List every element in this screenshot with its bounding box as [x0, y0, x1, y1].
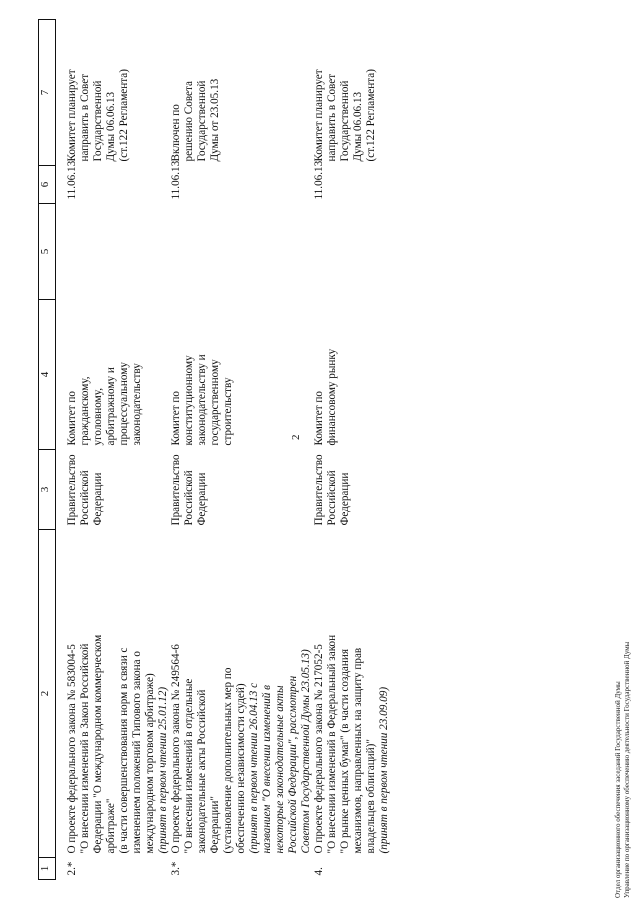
committee-line: законодательству: [131, 363, 143, 446]
status-line: Государственной: [196, 80, 208, 162]
author-line: Федерации: [339, 472, 351, 526]
status-note: [170, 20, 313, 166]
committee-line: строительству: [222, 377, 234, 446]
author-line: Правительство: [313, 454, 325, 526]
committee-line: Комитет по: [170, 391, 182, 446]
bill-title-line: Федерации "О международном коммерческом: [92, 634, 104, 854]
bill-author: [66, 450, 170, 530]
bill-note-line: (принят в первом чтении 25.01.12): [157, 686, 169, 854]
bill-note-line: (принят в первом чтении 26.04.13 с: [248, 682, 260, 854]
bill-title-line: "О рынке ценных бумаг" (в части создания: [339, 648, 351, 854]
header-col-7: 7: [39, 20, 56, 166]
bill-author: [170, 450, 313, 530]
committee-line: арбитражному и: [105, 367, 117, 446]
bill-title-line: механизмов, направленных на защиту прав: [352, 647, 364, 854]
author-line: Правительство: [66, 454, 78, 526]
header-col-5: 5: [39, 204, 56, 300]
committee-line: гражданскому,: [79, 376, 91, 446]
committee-line: конституционному: [183, 355, 195, 446]
bill-title-line: О проекте федерального закона № 583004-5: [66, 644, 78, 854]
status-line: решению Совета: [183, 81, 195, 162]
status-line: Комитет планирует: [66, 69, 78, 162]
agenda-table-stage: [38, 20, 613, 880]
col-5-value: [170, 204, 313, 300]
header-col-3: 3: [39, 450, 56, 530]
header-col-6: 6: [39, 166, 56, 204]
bill-title-line: О проекте федерального закона № 249564-6: [170, 644, 182, 854]
author-line: Федерации: [92, 472, 104, 526]
committee-line: Комитет по: [313, 391, 325, 446]
responsible-committee: [313, 300, 391, 450]
bill-title-line: обеспечению независимости судей): [235, 683, 247, 854]
committee-line: государственному: [209, 359, 221, 446]
bill-note-line: названием "О внесении изменений в: [261, 685, 273, 854]
header-col-4: 4: [39, 300, 56, 450]
author-line: Российской: [183, 470, 195, 526]
status-line: Комитет планирует: [313, 69, 325, 162]
bill-title-line: изменением положений Типового закона о: [131, 650, 143, 854]
table-row: [66, 20, 170, 880]
table-row: [170, 20, 313, 880]
table-header-row: [39, 20, 56, 880]
bill-title-line: владельцев облигаций)": [365, 739, 377, 854]
col-5-value: [313, 204, 391, 300]
status-line: Государственной: [92, 80, 104, 162]
bill-title-line: (в части совершенствования норм в связи с: [118, 647, 130, 854]
bill-title-line: О проекте федерального закона № 217052-5: [313, 644, 325, 854]
status-line: Думы от 23.05.13: [209, 78, 221, 162]
bill-note-line: некоторые законодательные акты: [274, 685, 286, 854]
status-line: Думы 06.06.13: [352, 91, 364, 162]
col-5-value: [66, 204, 170, 300]
status-line: направить в Совет: [326, 73, 338, 162]
bill-title-line: "О внесении изменений в Федеральный закон: [326, 634, 338, 854]
agenda-table: [38, 19, 391, 880]
header-col-1: 1: [39, 858, 56, 880]
status-line: направить в Совет: [79, 73, 91, 162]
committee-line: уголовному,: [92, 387, 104, 446]
bill-title-line: международном торговом арбитраже): [144, 673, 156, 854]
row-number: 4.: [313, 867, 325, 876]
bill-note-line: Советом Государственной Думы 23.05.13): [300, 649, 312, 854]
review-date: 11.06.13: [313, 160, 325, 200]
author-line: Российской: [79, 470, 91, 526]
header-col-2: 2: [39, 530, 56, 858]
committee-line: законодательству и: [196, 354, 208, 446]
row-number: 2.*: [66, 861, 78, 876]
status-line: Думы 06.06.13: [105, 91, 117, 162]
committee-line: процессуальному: [118, 362, 130, 446]
bill-note-line: (принят в первом чтении 23.09.09): [378, 686, 390, 854]
bill-title-line: (установление дополнительных мер по: [222, 667, 234, 854]
author-line: Российской: [326, 470, 338, 526]
committee-line: Комитет по: [66, 391, 78, 446]
responsible-committee: [66, 300, 170, 450]
status-line: (ст.122 Регламента): [365, 69, 377, 162]
bill-title-line: "О внесении изменений в отдельные: [183, 678, 195, 854]
bill-author: [313, 450, 391, 530]
bill-title-line: арбитраже": [105, 798, 117, 854]
document-footer: [614, 642, 632, 898]
bill-note-line: Российской Федерации", рассмотрен: [287, 675, 299, 854]
author-line: Правительство: [170, 454, 182, 526]
author-line: Федерации: [196, 472, 208, 526]
footer-line-2: Управление по организационному обеспечению деятельности Государственной Думы: [623, 641, 631, 898]
status-line: (ст.122 Регламента): [118, 69, 130, 162]
status-line: Государственной: [339, 80, 351, 162]
status-line: Включен по: [170, 104, 182, 162]
review-date: 11.06.13: [66, 160, 78, 200]
bill-description: [313, 530, 391, 858]
row-number: 3.*: [170, 861, 182, 876]
bill-description: [170, 530, 313, 858]
review-date: 11.06.13: [170, 160, 182, 200]
bill-title-line: "О внесении изменений в Закон Российской: [79, 643, 91, 854]
footer-line-1: Отдел организационного обеспечения заседаний Государственной Думы: [614, 681, 622, 898]
bill-title-line: Федерации": [209, 796, 221, 854]
bill-description: [66, 530, 170, 858]
responsible-committee: [170, 300, 313, 450]
bill-title-line: законодательные акты Российской: [196, 689, 208, 854]
table-row: [313, 20, 391, 880]
committee-line: финансовому рынку: [326, 348, 338, 446]
page-number: 2: [290, 434, 302, 440]
status-note: [66, 20, 170, 166]
status-note: [313, 20, 391, 166]
